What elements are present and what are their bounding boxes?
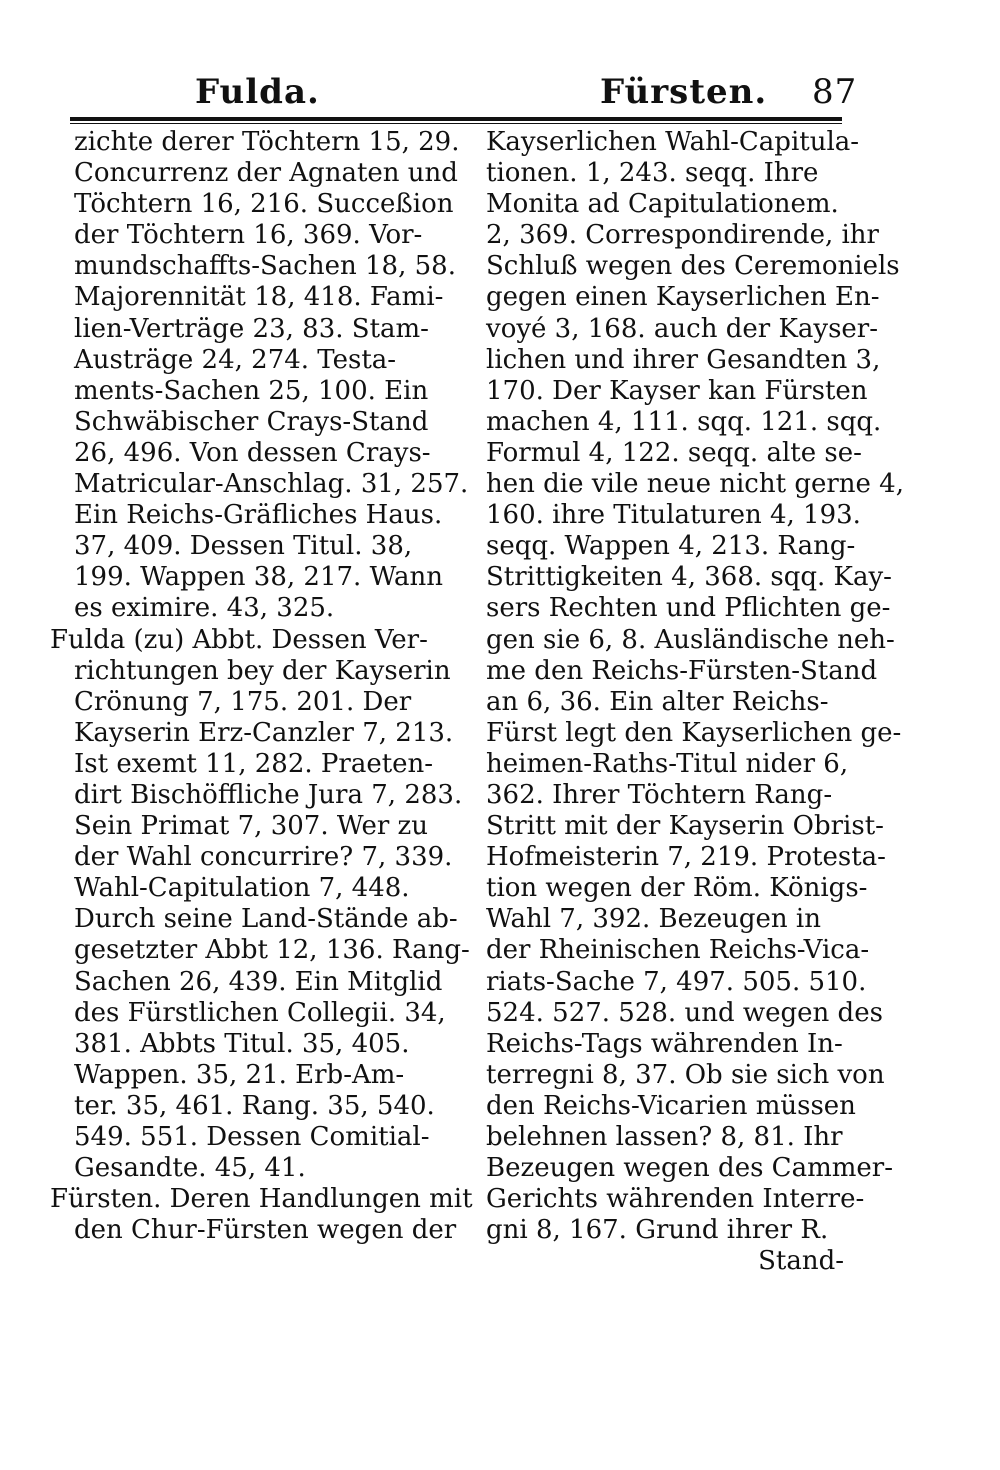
left-column-line: Matricular-Anschlag. 31, 257. [74,469,469,500]
right-column-line: Kayserlichen Wahl-Capitula- [486,127,860,157]
right-column-line: Reichs-Tags währenden In- [486,1028,843,1059]
right-column-line: belehnen lassen? 8, 81. Ihr [486,1122,843,1152]
left-column-line: Crönung 7, 175. 201. Der [74,686,412,717]
left-column-line: ter. 35, 461. Rang. 35, 540. [74,1090,435,1121]
right-column-line: heimen-Raths-Titul nider 6, [486,748,849,779]
left-column-line: Ein Reichs-Gräfliches Haus. [74,500,443,531]
right-column-line: Hofmeisterin 7, 219. Protesta- [486,842,886,873]
left-column-line: Kayserin Erz-Canzler 7, 213. [74,717,454,748]
right-column-line: gen sie 6, 8. Ausländische neh- [486,624,895,655]
left-column-line: gesetzter Abbt 12, 136. Rang- [74,935,470,966]
page-number: 87 [812,72,858,112]
right-column-line: 160. ihre Titulaturen 4, 193. [486,500,861,531]
index-entry-heading-line: Fürsten. Deren Handlungen mit [50,1184,473,1215]
right-column-line: den Reichs-Vicarien müssen [486,1090,856,1121]
header-left-title: Fulda. [195,72,320,112]
left-column-line: Austräge 24, 274. Testa- [74,344,397,375]
left-column-line: ments-Sachen 25, 100. Ein [74,375,429,406]
left-column-line: Töchtern 16, 216. Succeßion [74,189,454,220]
left-column-line: Gesandte. 45, 41. [74,1153,306,1184]
left-column-line: Majorennität 18, 418. Fami- [74,282,444,313]
right-column-line: voyé 3, 168. auch der Kayser- [486,313,879,344]
right-column-line: 2, 369. Correspondirende, ihr [486,220,879,251]
right-column-line: gni 8, 167. Grund ihrer R. [486,1215,829,1246]
right-column-line: Gerichts währenden Interre- [486,1184,865,1215]
left-column-line: zichte derer Töchtern 15, 29. [74,127,460,157]
left-column-line: lien-Verträge 23, 83. Stam- [74,313,429,344]
right-column-line: 170. Der Kayser kan Fürsten [486,375,868,406]
left-column [50,127,473,1246]
right-column-line: 362. Ihrer Töchtern Rang- [486,779,833,810]
right-column [486,127,904,1277]
right-column-line: riats-Sache 7, 497. 505. 510. [486,966,867,997]
header-middle-title: Fürsten. [600,72,768,112]
running-header [0,60,1000,120]
right-column-line: Fürst legt den Kayserlichen ge- [486,717,902,748]
left-column-line: Wappen. 35, 21. Erb-Am- [74,1059,405,1090]
right-column-line: seqq. Wappen 4, 213. Rang- [486,531,856,562]
right-column-line: Schluß wegen des Ceremoniels [486,251,900,282]
left-column-line: 26, 496. Von dessen Crays- [74,437,431,468]
left-column-line: Concurrenz der Agnaten und [74,158,458,189]
right-column-line: Stritt mit der Kayserin Obrist- [486,811,884,842]
left-column-line: Sein Primat 7, 307. Wer zu [74,811,428,842]
right-column-line: der Rheinischen Reichs-Vica- [486,935,870,966]
left-column-line: 199. Wappen 38, 217. Wann [74,562,444,593]
left-column-line: der Wahl concurrire? 7, 339. [74,842,453,873]
header-rule [70,117,842,121]
right-column-line: tion wegen der Röm. Königs- [486,873,868,904]
right-column-line: machen 4, 111. sqq. 121. sqq. [486,406,882,437]
left-column-line: Wahl-Capitulation 7, 448. [74,873,410,904]
right-column-line: gegen einen Kayserlichen En- [486,282,880,313]
right-column-line: terregni 8, 37. Ob sie sich von [486,1059,885,1090]
right-column-line: sers Rechten und Pflichten ge- [486,593,891,624]
left-column-line: der Töchtern 16, 369. Vor- [74,220,423,251]
left-column-line: 381. Abbts Titul. 35, 405. [74,1028,410,1059]
left-column-line: des Fürstlichen Collegii. 34, [74,997,446,1028]
left-column-line: den Chur-Fürsten wegen der [74,1215,457,1246]
left-column-line: mundschaffts-Sachen 18, 58. [74,251,456,282]
left-column-line: Sachen 26, 439. Ein Mitglid [74,966,443,997]
left-column-line: Ist exemt 11, 282. Praeten- [74,748,434,779]
header-rule-thin [70,123,842,124]
index-entry-heading-line: Fulda (zu) Abbt. Dessen Ver- [50,624,428,655]
right-column-line: Wahl 7, 392. Bezeugen in [486,904,821,935]
right-column-line: me den Reichs-Fürsten-Stand [486,655,878,686]
left-column-line: es eximire. 43, 325. [74,593,335,624]
right-column-line: Strittigkeiten 4, 368. sqq. Kay- [486,562,892,593]
left-column-line: 549. 551. Dessen Comitial- [74,1122,430,1152]
right-column-line: tionen. 1, 243. seqq. Ihre [486,158,819,189]
right-column-line: an 6, 36. Ein alter Reichs- [486,686,829,717]
left-column-line: Schwäbischer Crays-Stand [74,406,429,437]
left-column-line: dirt Bischöffliche Jura 7, 283. [74,779,463,810]
right-column-line: lichen und ihrer Gesandten 3, [486,344,881,375]
left-column-line: richtungen bey der Kayserin [74,655,451,686]
right-column-line: Bezeugen wegen des Cammer- [486,1153,893,1184]
right-column-line: Formul 4, 122. seqq. alte se- [486,437,862,468]
right-column-line: hen die vile neue nicht gerne 4, [486,469,904,500]
left-column-line: Durch seine Land-Stände ab- [74,904,458,935]
left-column-line: 37, 409. Dessen Titul. 38, [74,531,413,562]
catchword: Stand- [758,1246,844,1277]
right-column-line: Monita ad Capitulationem. [486,189,839,220]
right-column-line: 524. 527. 528. und wegen des [486,997,883,1028]
